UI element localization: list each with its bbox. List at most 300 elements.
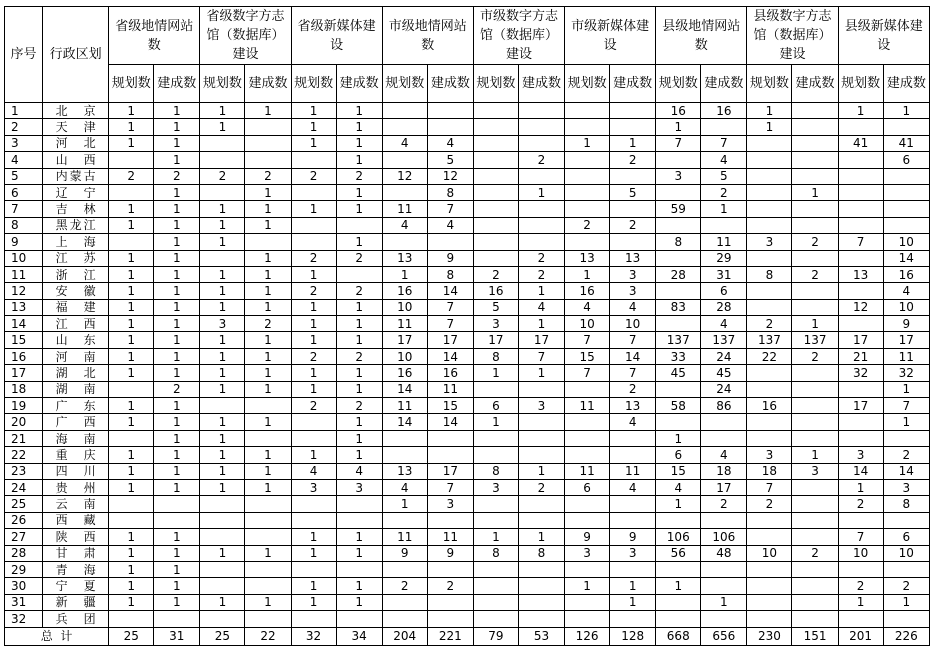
- row-value: [656, 152, 701, 168]
- row-value: [792, 578, 838, 594]
- row-value: 32: [838, 365, 883, 381]
- row-value: 1: [200, 594, 245, 610]
- row-value: 1: [336, 103, 382, 119]
- row-value: [747, 152, 792, 168]
- row-value: 1: [154, 316, 200, 332]
- table-row: [5, 332, 930, 348]
- row-value: 17: [518, 332, 564, 348]
- total-value: 151: [792, 627, 838, 645]
- row-value: 1: [610, 135, 656, 151]
- row-value: 1: [245, 414, 291, 430]
- row-value: 13: [565, 250, 610, 266]
- row-value: 12: [382, 168, 427, 184]
- row-value: 28: [701, 299, 747, 315]
- row-value: [610, 512, 656, 528]
- row-value: 2: [245, 168, 291, 184]
- row-seq: 24: [5, 479, 43, 495]
- row-value: 14: [382, 381, 427, 397]
- row-value: [291, 184, 336, 200]
- row-value: 11: [610, 463, 656, 479]
- row-value: [610, 103, 656, 119]
- row-value: 1: [109, 365, 154, 381]
- row-value: 1: [109, 250, 154, 266]
- row-value: 1: [200, 348, 245, 364]
- row-value: 31: [701, 266, 747, 282]
- row-region-name: 黑龙江: [55, 218, 96, 233]
- row-value: 13: [610, 250, 656, 266]
- row-seq: 18: [5, 381, 43, 397]
- row-value: 1: [336, 184, 382, 200]
- table-row: [5, 365, 930, 381]
- row-value: [792, 512, 838, 528]
- row-value: 1: [109, 103, 154, 119]
- row-value: [838, 381, 883, 397]
- row-value: 1: [245, 250, 291, 266]
- row-region-name: 上海: [55, 234, 96, 249]
- row-value: 7: [565, 365, 610, 381]
- row-value: [883, 512, 929, 528]
- row-region-name: 贵州: [55, 480, 96, 495]
- row-value: 2: [701, 496, 747, 512]
- row-value: [747, 201, 792, 217]
- row-value: [518, 119, 564, 135]
- row-value: [747, 299, 792, 315]
- row-value: [792, 611, 838, 627]
- row-value: [838, 184, 883, 200]
- row-value: [473, 594, 518, 610]
- row-value: [701, 217, 747, 233]
- row-seq: 22: [5, 447, 43, 463]
- row-value: 16: [565, 283, 610, 299]
- row-value: 1: [154, 447, 200, 463]
- table-row: [5, 578, 930, 594]
- row-value: [747, 578, 792, 594]
- row-region-name: 内蒙古: [55, 169, 96, 184]
- row-value: [747, 594, 792, 610]
- row-value: 4: [701, 152, 747, 168]
- row-value: 1: [154, 365, 200, 381]
- row-value: 10: [565, 316, 610, 332]
- row-value: [473, 496, 518, 512]
- row-value: [427, 234, 473, 250]
- table-row: [5, 184, 930, 200]
- row-value: [473, 119, 518, 135]
- row-value: 3: [883, 479, 929, 495]
- row-value: [610, 561, 656, 577]
- row-value: 7: [838, 234, 883, 250]
- row-value: 16: [747, 398, 792, 414]
- row-value: [565, 512, 610, 528]
- row-value: 1: [336, 201, 382, 217]
- row-value: 14: [427, 283, 473, 299]
- row-value: 18: [747, 463, 792, 479]
- row-value: [109, 234, 154, 250]
- row-value: [109, 496, 154, 512]
- row-value: 17: [883, 332, 929, 348]
- row-value: 17: [701, 479, 747, 495]
- row-value: 1: [291, 332, 336, 348]
- row-value: 1: [245, 299, 291, 315]
- row-value: [656, 381, 701, 397]
- row-value: 15: [656, 463, 701, 479]
- row-value: 17: [427, 332, 473, 348]
- row-value: 1: [200, 430, 245, 446]
- row-value: [200, 611, 245, 627]
- row-value: [518, 594, 564, 610]
- row-value: 1: [382, 496, 427, 512]
- row-value: 11: [883, 348, 929, 364]
- row-value: 1: [747, 103, 792, 119]
- row-value: [336, 217, 382, 233]
- row-value: 1: [154, 578, 200, 594]
- row-value: [291, 430, 336, 446]
- row-value: 1: [245, 365, 291, 381]
- row-value: [610, 119, 656, 135]
- row-value: 1: [245, 266, 291, 282]
- row-value: 1: [200, 447, 245, 463]
- row-value: 4: [656, 479, 701, 495]
- row-value: [200, 250, 245, 266]
- row-value: [336, 561, 382, 577]
- row-value: [154, 512, 200, 528]
- row-value: 1: [336, 578, 382, 594]
- row-value: 9: [382, 545, 427, 561]
- row-value: 1: [336, 119, 382, 135]
- row-value: 2: [336, 168, 382, 184]
- row-value: 1: [838, 594, 883, 610]
- row-value: 28: [656, 266, 701, 282]
- row-value: 1: [291, 299, 336, 315]
- row-seq: 26: [5, 512, 43, 528]
- row-value: 1: [883, 381, 929, 397]
- row-value: 2: [336, 283, 382, 299]
- row-value: 1: [883, 103, 929, 119]
- row-value: 7: [427, 201, 473, 217]
- row-value: [336, 496, 382, 512]
- row-value: 1: [291, 545, 336, 561]
- table-row: [5, 381, 930, 397]
- subheader-built: 建成数: [792, 65, 838, 103]
- row-value: [200, 512, 245, 528]
- row-value: 1: [701, 594, 747, 610]
- row-seq: 9: [5, 234, 43, 250]
- row-value: 83: [656, 299, 701, 315]
- row-value: [518, 430, 564, 446]
- row-value: 7: [565, 332, 610, 348]
- row-value: 13: [838, 266, 883, 282]
- row-value: 59: [656, 201, 701, 217]
- row-seq: 1: [5, 103, 43, 119]
- header-group: 市级地情网站数: [382, 7, 473, 65]
- row-value: 9: [883, 316, 929, 332]
- row-value: 137: [656, 332, 701, 348]
- table-row: [5, 447, 930, 463]
- row-value: 1: [154, 250, 200, 266]
- row-value: [792, 381, 838, 397]
- row-value: 1: [109, 398, 154, 414]
- row-value: 1: [291, 447, 336, 463]
- total-value: 668: [656, 627, 701, 645]
- row-value: [473, 430, 518, 446]
- row-region-name: 重庆: [55, 447, 96, 462]
- row-value: [792, 561, 838, 577]
- row-value: 17: [473, 332, 518, 348]
- row-value: 2: [792, 266, 838, 282]
- row-value: [792, 299, 838, 315]
- row-value: 4: [427, 217, 473, 233]
- row-seq: 25: [5, 496, 43, 512]
- row-value: 1: [154, 463, 200, 479]
- row-value: 3: [610, 266, 656, 282]
- row-value: 24: [701, 381, 747, 397]
- row-value: [291, 217, 336, 233]
- row-value: 11: [382, 398, 427, 414]
- row-value: 137: [792, 332, 838, 348]
- row-value: [565, 594, 610, 610]
- row-value: [747, 561, 792, 577]
- row-seq: 15: [5, 332, 43, 348]
- row-value: 2: [792, 545, 838, 561]
- row-value: 1: [382, 266, 427, 282]
- header-group: 市级新媒体建设: [565, 7, 656, 65]
- row-value: 12: [838, 299, 883, 315]
- row-value: [245, 430, 291, 446]
- row-value: [291, 512, 336, 528]
- row-value: 1: [656, 496, 701, 512]
- total-value: 32: [291, 627, 336, 645]
- row-value: [518, 381, 564, 397]
- row-value: 16: [382, 365, 427, 381]
- row-value: [200, 135, 245, 151]
- total-value: 221: [427, 627, 473, 645]
- row-value: 1: [336, 381, 382, 397]
- row-value: [610, 611, 656, 627]
- header-group: 县级数字方志馆（数据库）建设: [747, 7, 838, 65]
- row-value: 1: [245, 217, 291, 233]
- row-region-name: 广西: [55, 415, 96, 430]
- row-value: [838, 168, 883, 184]
- subheader-built: 建成数: [154, 65, 200, 103]
- row-value: 3: [518, 398, 564, 414]
- row-value: 3: [656, 168, 701, 184]
- row-value: 3: [336, 479, 382, 495]
- row-value: 1: [291, 103, 336, 119]
- row-value: [838, 217, 883, 233]
- row-value: [200, 152, 245, 168]
- row-value: 2: [291, 348, 336, 364]
- row-value: 8: [747, 266, 792, 282]
- row-seq: 5: [5, 168, 43, 184]
- subheader-built: 建成数: [701, 65, 747, 103]
- row-value: 1: [336, 135, 382, 151]
- row-value: [109, 430, 154, 446]
- subheader-planned: 规划数: [109, 65, 154, 103]
- row-value: [656, 250, 701, 266]
- row-value: 1: [336, 545, 382, 561]
- row-value: 1: [154, 184, 200, 200]
- row-value: [382, 119, 427, 135]
- row-value: [610, 168, 656, 184]
- row-value: [883, 201, 929, 217]
- row-value: [336, 512, 382, 528]
- row-value: 1: [245, 103, 291, 119]
- row-value: 4: [701, 447, 747, 463]
- row-value: 1: [473, 365, 518, 381]
- row-value: [245, 512, 291, 528]
- row-seq: 4: [5, 152, 43, 168]
- row-region-name: 辽宁: [55, 185, 96, 200]
- total-value: 656: [701, 627, 747, 645]
- row-value: [883, 119, 929, 135]
- row-value: [200, 578, 245, 594]
- row-value: [518, 201, 564, 217]
- row-value: 4: [336, 463, 382, 479]
- row-value: 6: [883, 152, 929, 168]
- row-seq: 28: [5, 545, 43, 561]
- row-seq: 3: [5, 135, 43, 151]
- row-value: 1: [792, 184, 838, 200]
- row-value: 3: [747, 234, 792, 250]
- row-value: 1: [109, 348, 154, 364]
- row-value: [382, 611, 427, 627]
- row-value: 14: [427, 348, 473, 364]
- row-region-name: 浙江: [55, 267, 96, 282]
- row-value: [610, 496, 656, 512]
- row-seq: 23: [5, 463, 43, 479]
- subheader-built: 建成数: [336, 65, 382, 103]
- row-value: 1: [656, 430, 701, 446]
- row-value: 11: [427, 381, 473, 397]
- row-value: 2: [518, 152, 564, 168]
- row-value: 8: [427, 266, 473, 282]
- row-value: [382, 512, 427, 528]
- row-value: [701, 414, 747, 430]
- row-value: 5: [610, 184, 656, 200]
- row-value: 1: [336, 316, 382, 332]
- row-value: 1: [518, 365, 564, 381]
- row-value: [473, 381, 518, 397]
- row-value: [747, 529, 792, 545]
- row-value: 1: [200, 234, 245, 250]
- row-value: [154, 496, 200, 512]
- row-value: 1: [154, 119, 200, 135]
- row-value: [656, 414, 701, 430]
- row-value: [245, 611, 291, 627]
- row-value: [792, 135, 838, 151]
- row-value: 8: [656, 234, 701, 250]
- row-value: 10: [382, 348, 427, 364]
- row-value: [838, 119, 883, 135]
- row-value: 1: [154, 332, 200, 348]
- row-value: [382, 561, 427, 577]
- row-value: [473, 168, 518, 184]
- row-value: 86: [701, 398, 747, 414]
- row-value: 3: [610, 545, 656, 561]
- row-value: [427, 611, 473, 627]
- row-value: 2: [427, 578, 473, 594]
- row-seq: 31: [5, 594, 43, 610]
- row-value: [565, 168, 610, 184]
- row-value: 1: [200, 463, 245, 479]
- row-value: 1: [747, 119, 792, 135]
- row-value: 1: [154, 430, 200, 446]
- row-value: [792, 103, 838, 119]
- row-region-name: 云南: [55, 497, 96, 512]
- row-value: 1: [291, 201, 336, 217]
- row-value: 2: [518, 250, 564, 266]
- row-value: [656, 283, 701, 299]
- subheader-planned: 规划数: [382, 65, 427, 103]
- row-value: 7: [701, 135, 747, 151]
- table-row: [5, 283, 930, 299]
- row-value: [109, 381, 154, 397]
- row-value: [838, 152, 883, 168]
- row-region-name: 四川: [55, 464, 96, 479]
- row-value: 14: [382, 414, 427, 430]
- row-value: [154, 611, 200, 627]
- row-value: 4: [427, 135, 473, 151]
- row-value: [200, 184, 245, 200]
- row-value: [473, 217, 518, 233]
- row-value: [427, 512, 473, 528]
- row-value: [565, 611, 610, 627]
- row-value: 14: [427, 414, 473, 430]
- row-value: [747, 184, 792, 200]
- row-value: 1: [154, 299, 200, 315]
- row-value: 4: [518, 299, 564, 315]
- row-value: [473, 201, 518, 217]
- row-value: 1: [154, 545, 200, 561]
- row-value: [245, 234, 291, 250]
- row-value: [747, 250, 792, 266]
- row-value: [838, 512, 883, 528]
- row-region-name: 西藏: [55, 513, 96, 528]
- row-value: 8: [427, 184, 473, 200]
- row-value: 2: [291, 398, 336, 414]
- row-value: 11: [565, 463, 610, 479]
- row-seq: 29: [5, 561, 43, 577]
- table-row: [5, 463, 930, 479]
- row-value: [565, 184, 610, 200]
- row-value: 2: [565, 217, 610, 233]
- row-seq: 14: [5, 316, 43, 332]
- row-value: 1: [291, 266, 336, 282]
- total-value: 25: [109, 627, 154, 645]
- row-value: 4: [291, 463, 336, 479]
- row-value: [838, 250, 883, 266]
- subheader-planned: 规划数: [565, 65, 610, 103]
- row-value: [792, 594, 838, 610]
- row-value: [747, 611, 792, 627]
- row-value: 22: [747, 348, 792, 364]
- row-value: 4: [610, 479, 656, 495]
- row-value: [565, 561, 610, 577]
- row-value: 11: [382, 201, 427, 217]
- table-row: [5, 135, 930, 151]
- row-value: 4: [382, 479, 427, 495]
- row-value: [473, 512, 518, 528]
- row-value: [473, 103, 518, 119]
- row-value: 1: [109, 545, 154, 561]
- row-value: [291, 496, 336, 512]
- row-region-name: 陕西: [55, 529, 96, 544]
- row-value: 7: [427, 299, 473, 315]
- row-value: 10: [610, 316, 656, 332]
- row-value: 1: [336, 365, 382, 381]
- subheader-row: [5, 65, 930, 103]
- row-value: 1: [792, 447, 838, 463]
- table-body: [5, 103, 930, 646]
